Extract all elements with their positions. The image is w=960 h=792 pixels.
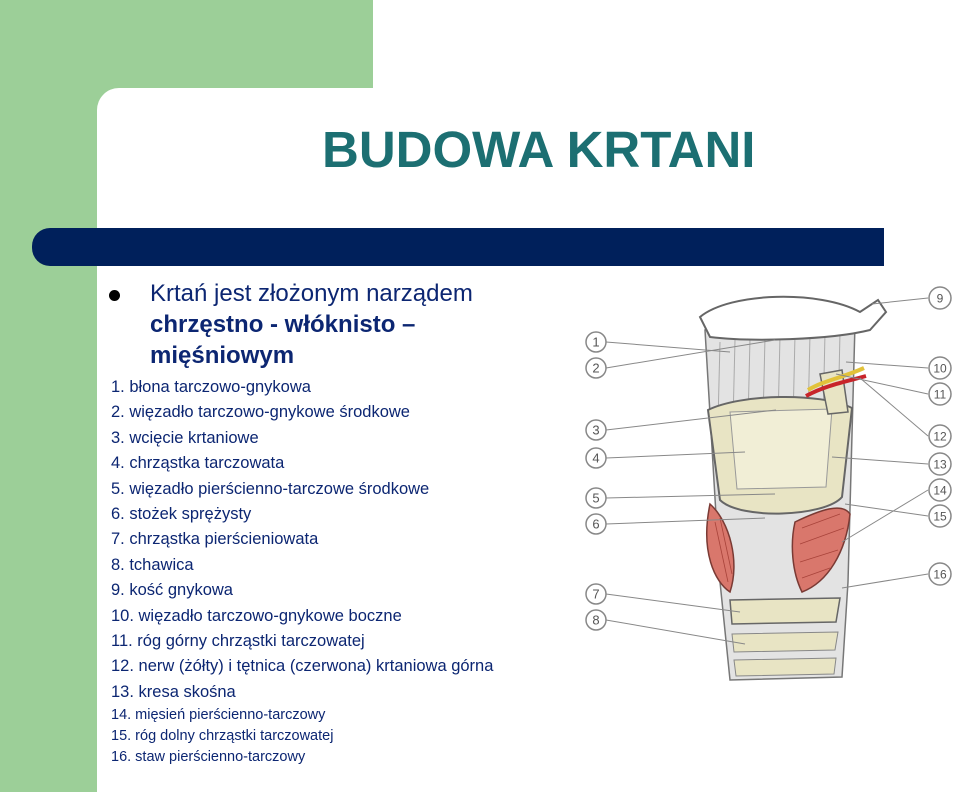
intro-text [150, 278, 473, 371]
cricoid-cartilage-shape [730, 598, 840, 624]
legend-item: 15. róg dolny chrząstki tarczowatej [111, 728, 334, 745]
legend-item: 14. mięsień pierścienno-tarczowy [111, 707, 326, 724]
label-8: 8 [592, 612, 600, 628]
label-7: 7 [592, 586, 600, 602]
larynx-illustration [580, 282, 960, 702]
label-4: 4 [592, 450, 600, 466]
trachea-ring [732, 632, 838, 652]
label-12: 12 [933, 429, 947, 444]
legend-item: 7. chrząstka pierścieniowata [111, 530, 319, 549]
label-3: 3 [592, 422, 600, 438]
legend-item: 13. kresa skośna [111, 682, 236, 701]
label-10: 10 [933, 361, 947, 376]
legend-item: 12. nerw (żółty) i tętnica (czerwona) krtaniowa górna [111, 657, 494, 676]
right-labels [929, 287, 951, 585]
legend-item: 2. więzadło tarczowo-gnykowe środkowe [111, 403, 410, 422]
legend-item: 3. wcięcie krtaniowe [111, 428, 259, 447]
legend-list [111, 375, 493, 769]
label-16: 16 [933, 567, 947, 582]
bullet-icon [109, 290, 120, 301]
label-6: 6 [592, 516, 600, 532]
trachea-ring [734, 658, 836, 676]
hyoid-bone-shape [700, 297, 886, 340]
legend-item: 5. więzadło pierścienno-tarczowe środkowe [111, 479, 430, 498]
label-5: 5 [592, 490, 600, 506]
slide-title: BUDOWA KRTANI [322, 121, 756, 178]
legend-item: 8. tchawica [111, 555, 194, 574]
intro-line-2: chrzęstno - włóknisto – [150, 311, 416, 338]
legend-item: 16. staw pierścienno-tarczowy [111, 749, 306, 766]
title-divider-bar [32, 228, 884, 266]
thyroid-lamina-shape [730, 409, 832, 489]
label-14: 14 [933, 483, 947, 498]
label-15: 15 [933, 509, 947, 524]
intro-line-3: mięśniowym [150, 342, 295, 369]
legend-item: 4. chrząstka tarczowata [111, 454, 285, 473]
legend-item: 1. błona tarczowo-gnykowa [111, 378, 311, 396]
left-labels [586, 332, 606, 630]
intro-line-1: Krtań jest złożonym narządem [150, 280, 473, 307]
label-13: 13 [933, 457, 947, 472]
decor-green-side [0, 0, 97, 792]
label-2: 2 [592, 360, 600, 376]
legend-item: 10. więzadło tarczowo-gnykowe boczne [111, 606, 402, 625]
label-1: 1 [592, 334, 600, 350]
legend-item: 6. stożek sprężysty [111, 504, 252, 523]
legend-item: 9. kość gnykowa [111, 581, 233, 600]
legend-item: 11. róg górny chrząstki tarczowatej [111, 631, 365, 650]
label-11: 11 [933, 387, 947, 402]
label-9: 9 [936, 291, 944, 306]
